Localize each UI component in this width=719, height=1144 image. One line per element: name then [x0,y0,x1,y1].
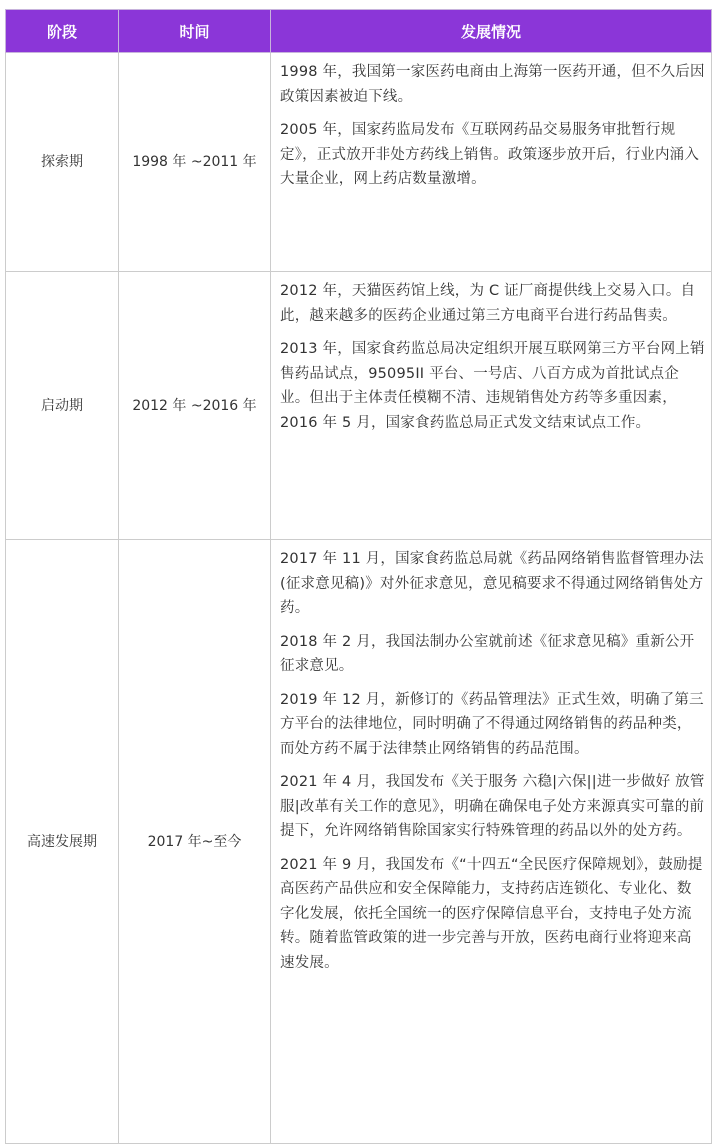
time-cell: 1998 年 ~2011 年 [119,53,271,272]
desc-cell [271,53,712,272]
header-row [6,10,712,53]
desc-paragraph: 2018 年 2 月，我国法制办公室就前述《征求意见稿》重新公开征求意见。 [280,633,695,674]
desc-paragraph: 2005 年，国家药监局发布《互联网药品交易服务审批暂行规定》，正式放开非处方药线上销售。政策逐步放开后，行业内涌入大量企业，网上药店数量激增。 [280,122,700,187]
stage-cell: 探索期 [6,53,119,272]
development-stages-table [5,9,712,1144]
desc-paragraph: 2013 年，国家食药监总局决定组织开展互联网第三方平台网上销售药品试点，95095II 平台、一号店、八百方成为首批试点企业。但出于主体责任模糊不清、违规销售处方药等多重因素，2016 年 5 月，国家食药监总局正式发文结束试点工作。 [280,341,705,431]
desc-paragraph: 2019 年 12 月，新修订的《药品管理法》正式生效，明确了第三方平台的法律地位，同时明确了不得通过网络销售的药品种类，而处方药不属于法律禁止网络销售的药品范围。 [280,691,704,757]
header-time: 时间 [119,10,271,53]
desc-paragraph: 2021 年 4 月，我国发布《关于服务 六稳|六保||进一步做好 放管服|改革有关工作的意见》，明确在确保电子处方来源真实可靠的前提下，允许网络销售除国家实行特殊管理的药品以外的处方药。 [280,774,705,839]
table-row [6,540,712,1144]
desc-cell [271,540,712,1144]
table-row [6,53,712,272]
desc-paragraph: 2021 年 9 月，我国发布《“十四五“全民医疗保障规划》，鼓励提高医药产品供应和安全保障能力，支持药店连锁化、专业化、数字化发展，依托全国统一的医疗保障信息平台，支持电子处方流转。随着监管政策的进一步完善与开放，医药电商行业将迎来高速发展。 [280,856,703,971]
stage-cell: 高速发展期 [6,540,119,1144]
stage-cell: 启动期 [6,272,119,540]
desc-paragraph: 2017 年 11 月，国家食药监总局就《药品网络销售监督管理办法(征求意见稿)》对外征求意见，意见稿要求不得通过网络销售处方药。 [280,551,704,616]
time-cell: 2017 年~至今 [119,540,271,1144]
desc-paragraph: 2012 年，天猫医药馆上线，为 C 证厂商提供线上交易入口。自此，越来越多的医药企业通过第三方电商平台进行药品售卖。 [280,283,696,324]
header-stage: 阶段 [6,10,119,53]
time-cell: 2012 年 ~2016 年 [119,272,271,540]
table-container [5,9,711,1144]
table-row [6,272,712,540]
desc-cell [271,272,712,540]
desc-paragraph: 1998 年，我国第一家医药电商由上海第一医药开通，但不久后因政策因素被迫下线。 [280,64,705,105]
header-desc: 发展情况 [271,10,712,53]
